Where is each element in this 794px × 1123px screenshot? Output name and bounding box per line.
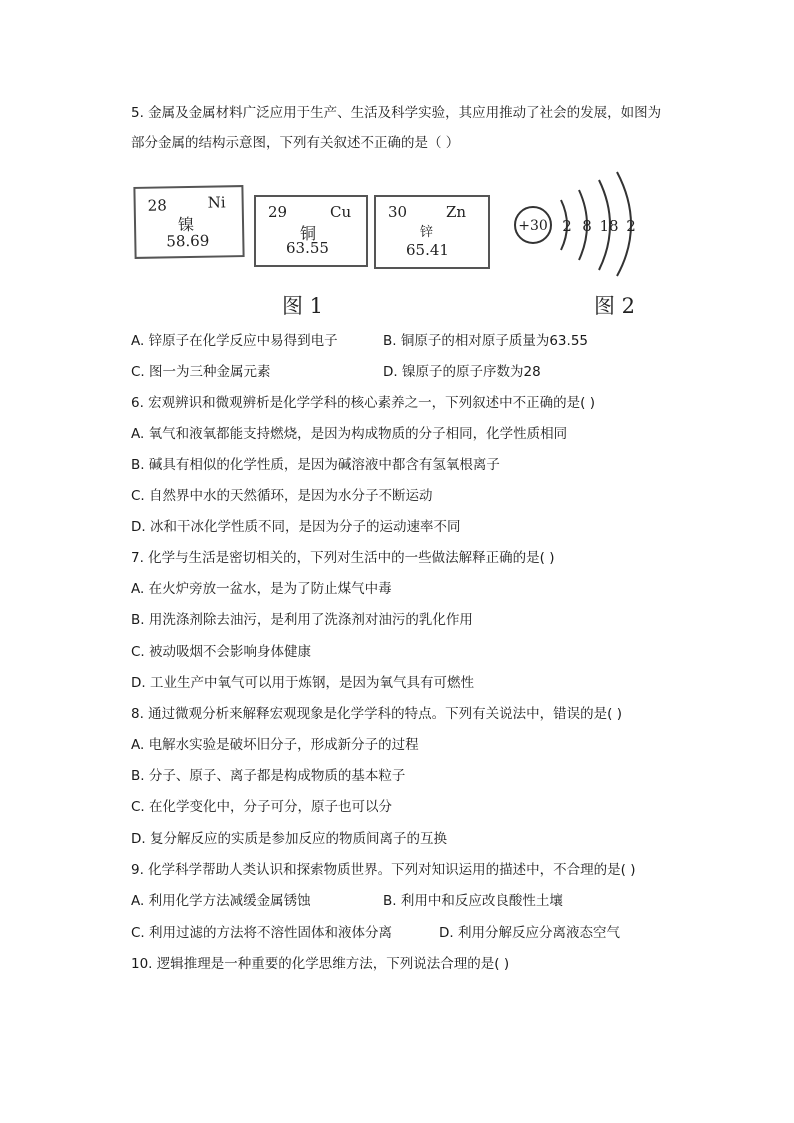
- q9-option-c: C. 利用过滤的方法将不溶性固体和液体分离: [131, 925, 393, 941]
- q8-option-a: A. 电解水实验是破坏旧分子，形成新分子的过程: [131, 737, 419, 753]
- shell-electrons-4: 2: [626, 217, 636, 235]
- q6-option-a: A. 氧气和液氧都能支持燃烧，是因为构成物质的分子相同，化学性质相同: [131, 426, 568, 442]
- q7-stem: 7. 化学与生活是密切相关的，下列对生活中的一些做法解释正确的是( ): [131, 550, 555, 566]
- q6-option-b: B. 碱具有相似的化学性质，是因为碱溶液中都含有氢氧根离子: [131, 457, 500, 473]
- shell-electrons-3: 18: [599, 217, 619, 235]
- q6-stem: 6. 宏观辨识和微观辨析是化学学科的核心素养之一，下列叙述中不正确的是( ): [131, 395, 595, 411]
- nucleus-charge: +30: [518, 218, 548, 234]
- q9-option-b: B. 利用中和反应改良酸性土壤: [383, 893, 563, 909]
- q7-option-c: C. 被动吸烟不会影响身体健康: [131, 644, 312, 660]
- q8-option-c: C. 在化学变化中，分子可分，原子也可以分: [131, 799, 393, 815]
- q8-stem: 8. 通过微观分析来解释宏观现象是化学学科的特点。下列有关说法中，错误的是( ): [131, 706, 622, 722]
- element-mass: 65.41: [406, 241, 449, 259]
- element-symbol: Cu: [330, 203, 352, 221]
- q10-stem: 10. 逻辑推理是一种重要的化学思维方法，下列说法合理的是( ): [131, 956, 510, 972]
- q9-option-d: D. 利用分解反应分离液态空气: [439, 925, 620, 941]
- element-symbol: Ni: [207, 193, 226, 212]
- element-name: 锌: [420, 225, 434, 240]
- q7-option-b: B. 用洗涤剂除去油污，是利用了洗涤剂对油污的乳化作用: [131, 612, 473, 628]
- q5-option-d: D. 镍原子的原子序数为28: [383, 364, 541, 380]
- q5-stem-line1: 5. 金属及金属材料广泛应用于生产、生活及科学实验，其应用推动了社会的发展，如图为: [131, 105, 662, 121]
- atom-structure-diagram: [503, 168, 653, 278]
- q6-option-c: C. 自然界中水的天然循环，是因为水分子不断运动: [131, 488, 433, 504]
- element-card-cu: [254, 195, 368, 267]
- element-number: 30: [388, 203, 408, 221]
- q9-stem: 9. 化学科学帮助人类认识和探索物质世界。下列对知识运用的描述中，不合理的是( ): [131, 862, 636, 878]
- element-card-ni: [133, 185, 244, 259]
- q5-stem-line2: 部分金属的结构示意图，下列有关叙述不正确的是（ ）: [131, 135, 460, 151]
- q8-option-b: B. 分子、原子、离子都是构成物质的基本粒子: [131, 768, 406, 784]
- q6-option-d: D. 冰和干冰化学性质不同，是因为分子的运动速率不同: [131, 519, 461, 535]
- q7-option-a: A. 在火炉旁放一盆水，是为了防止煤气中毒: [131, 581, 392, 597]
- element-number: 29: [268, 203, 288, 221]
- element-mass: 58.69: [166, 231, 210, 251]
- element-name: 铜: [300, 224, 317, 243]
- shell-electrons-1: 2: [562, 217, 572, 235]
- element-name: 镍: [177, 214, 195, 235]
- figure-caption-1: 图 1: [282, 294, 324, 318]
- q8-option-d: D. 复分解反应的实质是参加反应的物质间离子的互换: [131, 831, 447, 847]
- element-card-zn: [374, 195, 490, 269]
- q5-option-a: A. 锌原子在化学反应中易得到电子: [131, 333, 338, 349]
- q5-option-b: B. 铜原子的相对原子质量为63.55: [383, 333, 588, 349]
- q5-option-c: C. 图一为三种金属元素: [131, 364, 271, 380]
- element-symbol: Zn: [446, 203, 467, 221]
- q9-option-a: A. 利用化学方法减缓金属锈蚀: [131, 893, 311, 909]
- figure-caption-2: 图 2: [594, 294, 636, 318]
- element-mass: 63.55: [286, 239, 329, 257]
- shell-electrons-2: 8: [582, 217, 592, 235]
- q7-option-d: D. 工业生产中氧气可以用于炼钢，是因为氧气具有可燃性: [131, 675, 474, 691]
- element-number: 28: [147, 196, 167, 215]
